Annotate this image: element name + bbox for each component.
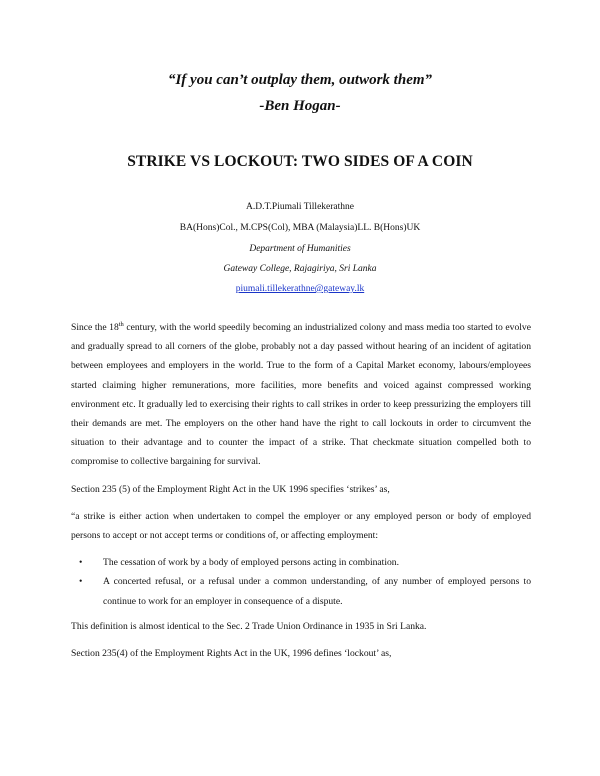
epigraph-quote: “If you can’t outplay them, outwork them” — [167, 72, 433, 88]
paragraph-lockout-section: Section 235(4) of the Employment Rights Act in the UK, 1996 defines ‘lockout’ as, — [71, 648, 392, 660]
definition-bullet-list — [71, 553, 531, 611]
paper-title: STRIKE VS LOCKOUT: TWO SIDES OF A COIN — [127, 153, 473, 170]
body-text — [71, 318, 531, 671]
author-email-line — [0, 283, 600, 295]
author-department: Department of Humanities — [249, 244, 351, 254]
author-email-link[interactable]: piumali.tillekerathne@gateway.lk — [235, 284, 365, 294]
author-name: A.D.T.Piumali Tillekerathne — [245, 202, 354, 212]
bullet-item: • The cessation of work by a body of employed persons acting in combination. — [95, 553, 531, 572]
paragraph-sri-lanka: This definition is almost identical to the Sec. 2 Trade Union Ordinance in 1935 in Sri Lanka. — [71, 620, 427, 632]
epigraph-attribution: -Ben Hogan- — [259, 98, 341, 114]
paragraph-intro: Since the 18th century, with the world speedily becoming an industrialized colony and mass media too started to evolve and gradually spread to all corners of the globe, probably not a day passed without hearing of an incident of agitation between employees and employers in the world. True to the form of a Capital Market economy, labours/employees started claiming higher remunerations, more facilities, more benefits and voiced against compressed working environment etc. It gradually led to exercising their rights to call strikes in order to keep pressurizing the employers till their demands are met. The employers on the other hand have the right to call lockouts in order to circumvent the situation to their advantage and to counter the impact of a strike. That checkmate situation compelled both to compromise to collective bargaining for survival. — [71, 320, 531, 468]
paragraph-strike-definition: “a strike is either action when undertaken to compel the employer or any employed person or body of employed persons to accept or not accept terms or conditions of, or affecting employment: — [71, 510, 531, 542]
author-institution: Gateway College, Rajagiriya, Sri Lanka — [223, 264, 377, 274]
bullet-item: • A concerted refusal, or a refusal under a common understanding, of any number of employed persons to continue to work for an employer in consequence of a dispute. — [95, 572, 531, 610]
author-credentials: BA(Hons)Col., M.CPS(Col), MBA (Malaysia)LL. B(Hons)UK — [179, 223, 421, 233]
paragraph-strike-section: Section 235 (5) of the Employment Right Act in the UK 1996 specifies ‘strikes’ as, — [71, 483, 390, 495]
